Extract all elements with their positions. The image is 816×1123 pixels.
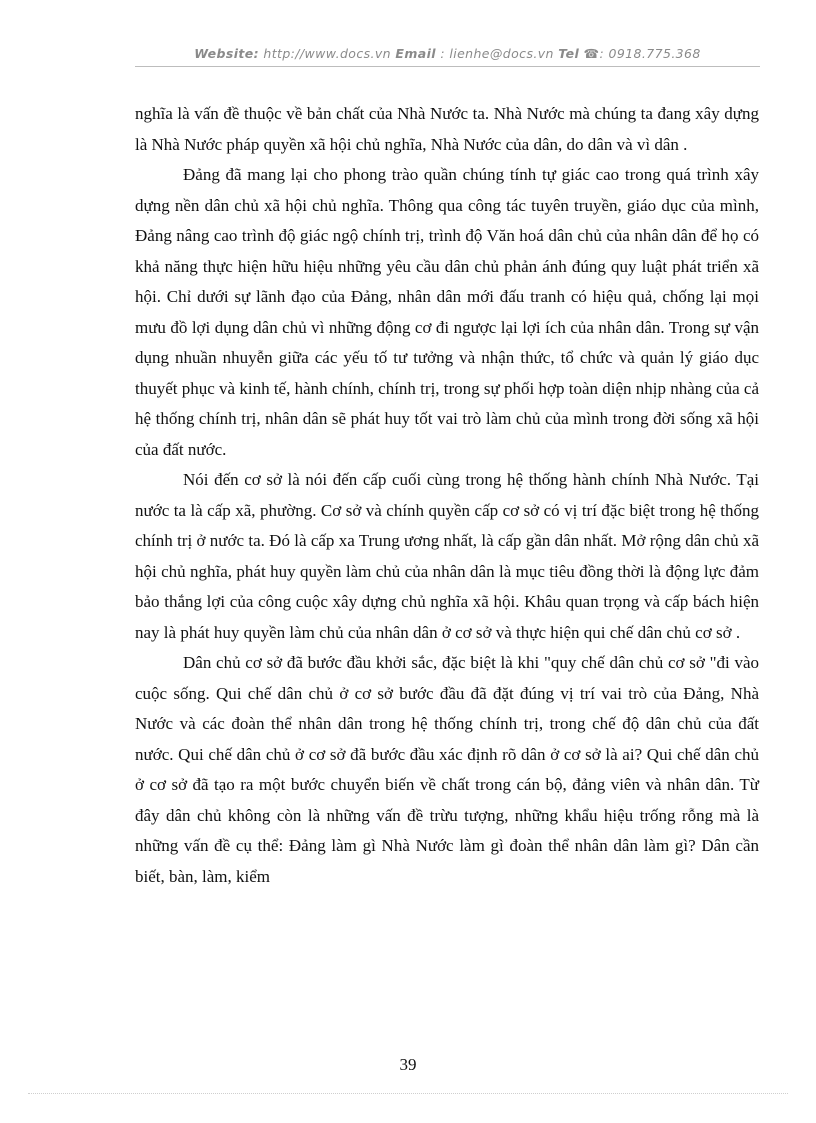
- tel-label: Tel: [558, 46, 580, 61]
- tel-value: ☎: 0918.775.368: [583, 46, 701, 61]
- document-body: [135, 99, 759, 892]
- paragraph-1: nghĩa là vấn đề thuộc về bản chất của Nhà Nước ta. Nhà Nước mà chúng ta đang xây dựng là Nhà Nước pháp quyền xã hội chủ nghĩa, Nhà Nước của dân, do dân và vì dân .: [135, 104, 759, 154]
- email-label: Email: [395, 46, 436, 61]
- paragraph-4: Dân chủ cơ sở đã bước đầu khởi sắc, đặc biệt là khi "quy chế dân chủ cơ sở "đi vào cuộc sống. Qui chế dân chủ ở cơ sở bước đầu đã đặt đúng vị trí vai trò của Đảng, Nhà Nước và các đoàn thể nhân dân trong hệ thống chính trị, trong chế độ dân chủ của đất nước. Qui chế dân chủ ở cơ sở đã bước đầu xác định rõ dân ở cơ sở là ai? Qui chế dân chủ ở cơ sở đã tạo ra một bước chuyển biến về chất trong cán bộ, đảng viên và nhân dân. Từ đây dân chủ không còn là những vấn đề trừu tượng, những khẩu hiệu trống rỗng mà là những vấn đề cụ thể: Đảng làm gì Nhà Nước làm gì đoàn thể nhân dân làm gì? Dân cần biết, bàn, làm, kiểm: [135, 653, 759, 886]
- page-number: 39: [399, 1055, 417, 1074]
- paragraph-2: Đảng đã mang lại cho phong trào quần chúng tính tự giác cao trong quá trình xây dựng nền dân chủ xã hội chủ nghĩa. Thông qua công tác tuyên truyền, giáo dục của mình, Đảng nâng cao trình độ giác ngộ chính trị, trình độ Văn hoá dân chủ của nhân dân để họ có khả năng thực hiện hữu hiệu những yêu cầu dân chủ phản ánh đúng quy luật phát triển xã hội. Chỉ dưới sự lãnh đạo của Đảng, nhân dân mới đấu tranh có hiệu quả, chống lại mọi mưu đồ lợi dụng dân chủ vì những động cơ đi ngược lại lợi ích của nhân dân. Trong sự vận dụng nhuần nhuyễn giữa các yếu tố tư tưởng và nhận thức, tổ chức và quản lý giáo dục thuyết phục và kinh tế, hành chính, chính trị, trong sự phối hợp toàn diện nhịp nhàng của cả hệ thống chính trị, nhân dân sẽ phát huy tốt vai trò làm chủ của mình trong đời sống xã hội của đất nước.: [135, 165, 759, 459]
- website-label: Website:: [194, 46, 260, 61]
- page-header: [135, 46, 760, 61]
- paragraph-3: Nói đến cơ sở là nói đến cấp cuối cùng trong hệ thống hành chính Nhà Nước. Tại nước ta là cấp xã, phường. Cơ sở và chính quyền cấp cơ sở có vị trí đặc biệt trong hệ thống chính trị ở nước ta. Đó là cấp xa Trung ương nhất, là cấp gần dân nhất. Mở rộng dân chủ xã hội chủ nghĩa, phát huy quyền làm chủ của nhân dân là mục tiêu đồng thời là động lực đảm bảo thắng lợi của công cuộc xây dựng chủ nghĩa xã hội. Khâu quan trọng và cấp bách hiện nay là phát huy quyền làm chủ của nhân dân ở cơ sở và thực hiện qui chế dân chủ cơ sở .: [135, 470, 759, 642]
- footer-divider: [28, 1093, 788, 1094]
- header-divider: [135, 66, 760, 67]
- website-url: http://www.docs.vn: [263, 46, 392, 61]
- email-value: : lienhe@docs.vn: [440, 46, 554, 61]
